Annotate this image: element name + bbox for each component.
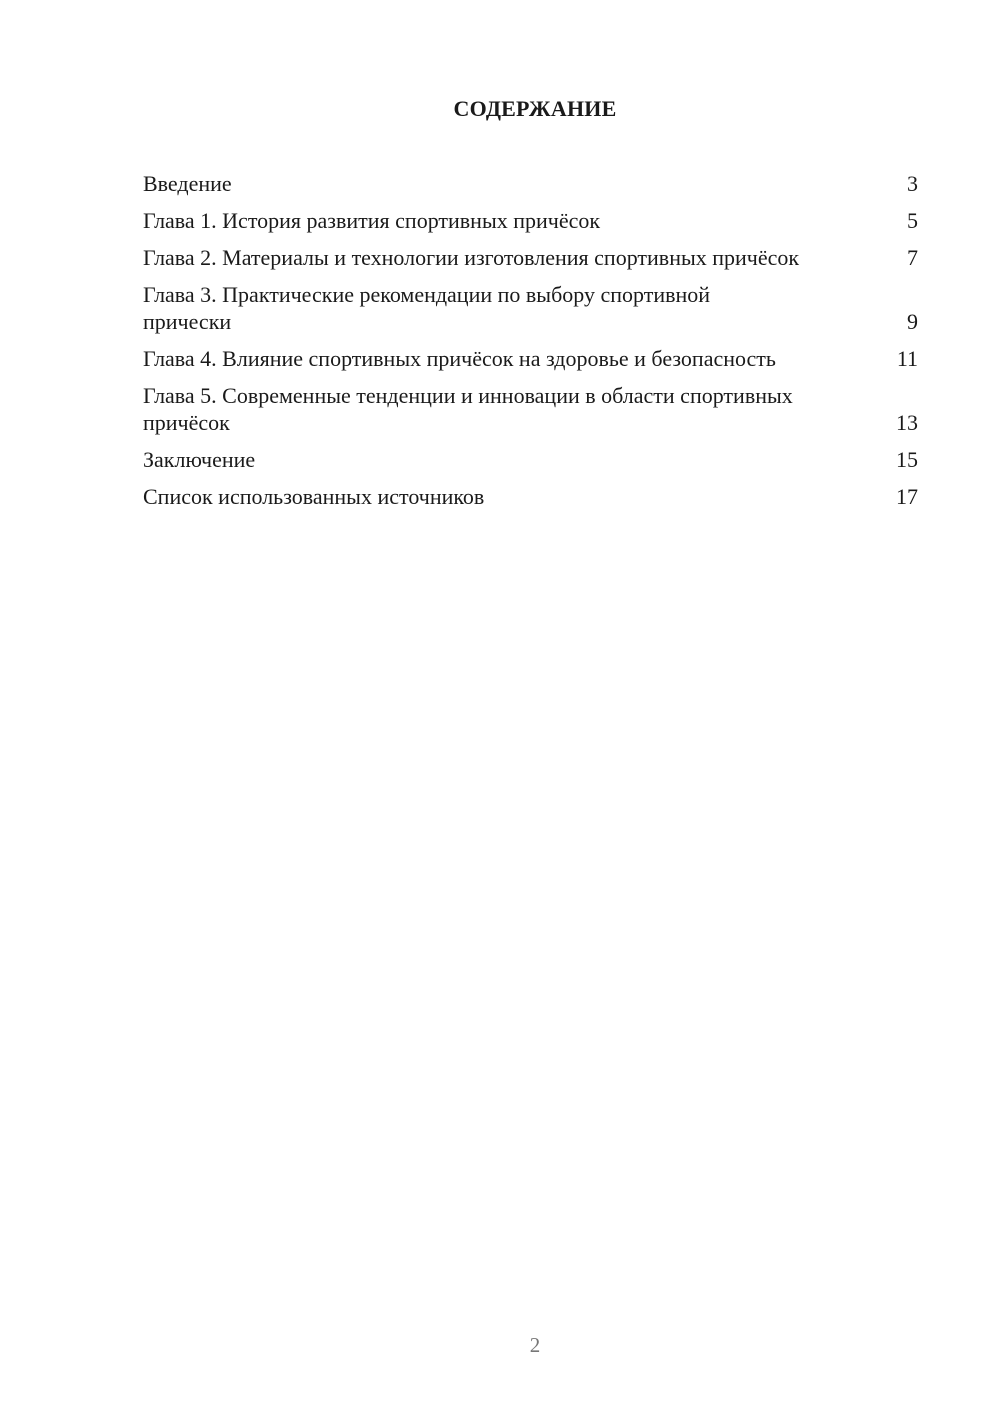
toc-entry[interactable] [143, 483, 918, 510]
table-of-contents [143, 170, 918, 520]
toc-entry-label: Список использованных источников [143, 484, 485, 509]
toc-entry-label: Глава 1. История развития спортивных причёсок [143, 208, 601, 233]
page-title: СОДЕРЖАНИЕ [453, 96, 617, 121]
toc-entry-page: 17 [896, 484, 918, 509]
toc-entry[interactable] [143, 382, 918, 436]
toc-entry-label: Введение [143, 171, 232, 196]
toc-entry-page: 15 [896, 447, 918, 472]
toc-entry-page: 13 [896, 410, 918, 435]
toc-entry-page: 5 [907, 208, 918, 233]
toc-entry[interactable] [143, 281, 918, 335]
toc-entry-label: Глава 5. Современные тенденции и инновации в области спортивных причёсок [143, 383, 793, 435]
toc-entry-page: 3 [907, 171, 918, 196]
toc-entry[interactable] [143, 207, 918, 234]
toc-entry[interactable] [143, 244, 918, 271]
toc-entry-label: Глава 4. Влияние спортивных причёсок на здоровье и безопасность [143, 346, 776, 371]
toc-entry-page: 11 [896, 346, 918, 371]
toc-entry[interactable] [143, 345, 918, 372]
toc-entry-label: Глава 2. Материалы и технологии изготовления спортивных причёсок [143, 245, 800, 270]
page-number: 2 [529, 1333, 541, 1357]
toc-entry-label: Заключение [143, 447, 256, 472]
toc-entry-label: Глава 3. Практические рекомендации по выбору спортивной прически [143, 282, 711, 334]
toc-entry[interactable] [143, 170, 918, 197]
toc-entry[interactable] [143, 446, 918, 473]
toc-entry-page: 7 [907, 245, 918, 270]
toc-entry-page: 9 [907, 309, 918, 334]
